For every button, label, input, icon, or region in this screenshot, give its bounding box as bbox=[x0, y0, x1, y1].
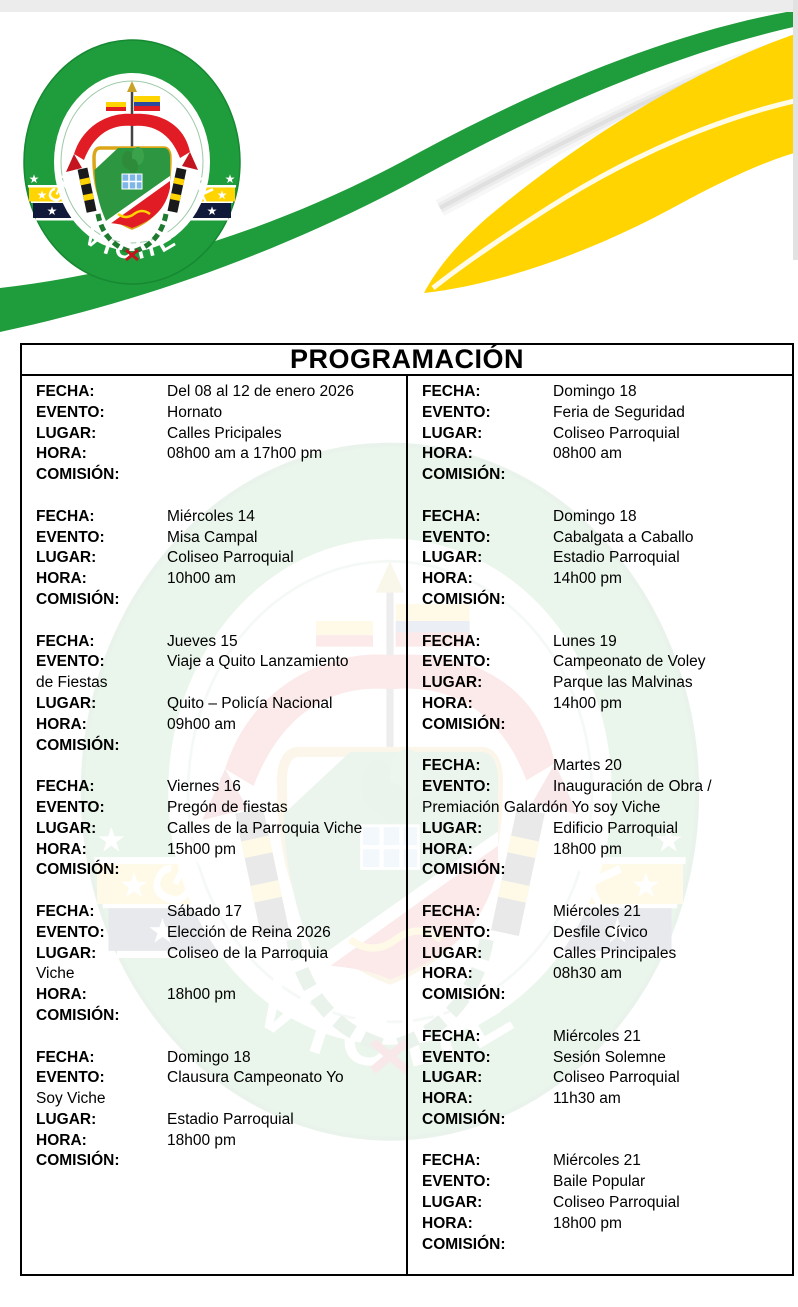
field-line bbox=[36, 944, 400, 965]
field-value: Baile Popular bbox=[553, 1173, 646, 1191]
field-label: EVENTO: bbox=[422, 403, 491, 421]
field-label: LUGAR: bbox=[422, 674, 483, 692]
field-label: COMISIÓN: bbox=[36, 861, 120, 879]
event-entry bbox=[36, 507, 400, 611]
field-line bbox=[422, 777, 786, 798]
field-value: Cabalgata a Caballo bbox=[553, 528, 694, 546]
field-value: Domingo 18 bbox=[553, 507, 637, 525]
field-label: LUGAR: bbox=[422, 549, 483, 567]
field-line bbox=[422, 673, 786, 694]
field-value: Jueves 15 bbox=[167, 632, 238, 650]
event-entry bbox=[36, 632, 400, 757]
gad-viche-logo bbox=[24, 40, 240, 284]
field-label: EVENTO: bbox=[36, 403, 105, 421]
field-line bbox=[36, 444, 400, 465]
field-label: FECHA: bbox=[36, 902, 95, 920]
field-label: HORA: bbox=[36, 445, 87, 463]
field-line bbox=[422, 715, 786, 736]
field-line bbox=[36, 528, 400, 549]
field-line bbox=[422, 632, 786, 653]
schedule-body bbox=[22, 376, 792, 1274]
field-value: Coliseo Parroquial bbox=[553, 1194, 680, 1212]
field-label: HORA: bbox=[422, 445, 473, 463]
field-line bbox=[422, 424, 786, 445]
field-line bbox=[36, 465, 400, 486]
field-value: Domingo 18 bbox=[553, 383, 637, 400]
field-label: COMISIÓN: bbox=[36, 736, 120, 754]
field-label: COMISIÓN: bbox=[422, 986, 506, 1004]
event-entry bbox=[422, 1151, 786, 1255]
field-line bbox=[36, 736, 400, 757]
field-label: FECHA: bbox=[36, 383, 95, 400]
event-entry bbox=[36, 902, 400, 1027]
field-line bbox=[36, 860, 400, 881]
field-line bbox=[422, 1172, 786, 1193]
field-line bbox=[422, 569, 786, 590]
field-label: EVENTO: bbox=[422, 778, 491, 796]
field-line bbox=[36, 507, 400, 528]
field-label: HORA: bbox=[422, 570, 473, 588]
field-line bbox=[36, 1048, 400, 1069]
field-label: LUGAR: bbox=[422, 424, 483, 442]
field-line bbox=[422, 694, 786, 715]
field-line bbox=[422, 1235, 786, 1256]
field-line bbox=[36, 923, 400, 944]
field-value: Miércoles 21 bbox=[553, 902, 641, 920]
field-line bbox=[36, 902, 400, 923]
field-value: Clausura Campeonato Yo bbox=[167, 1069, 344, 1087]
field-value: Pregón de fiestas bbox=[167, 798, 288, 816]
field-line bbox=[422, 964, 786, 985]
field-label: LUGAR: bbox=[36, 549, 97, 567]
field-line bbox=[36, 985, 400, 1006]
field-value: Estadio Parroquial bbox=[167, 1110, 294, 1128]
field-line bbox=[422, 528, 786, 549]
field-label: LUGAR: bbox=[422, 944, 483, 962]
field-line bbox=[36, 694, 400, 715]
field-value: 18h00 pm bbox=[167, 986, 236, 1004]
field-value: Domingo 18 bbox=[167, 1048, 251, 1066]
field-line bbox=[422, 1110, 786, 1131]
field-value: Coliseo Parroquial bbox=[553, 424, 680, 442]
field-line bbox=[36, 632, 400, 653]
field-label: FECHA: bbox=[422, 507, 481, 525]
field-value: Quito – Policía Nacional bbox=[167, 694, 333, 712]
field-line bbox=[422, 840, 786, 861]
field-value: Miércoles 14 bbox=[167, 507, 255, 525]
event-entry bbox=[422, 756, 786, 881]
field-label: FECHA: bbox=[36, 1048, 95, 1066]
field-label: FECHA: bbox=[422, 1152, 481, 1170]
field-line bbox=[422, 860, 786, 881]
field-line bbox=[36, 819, 400, 840]
event-entry bbox=[422, 507, 786, 611]
field-label: EVENTO: bbox=[36, 923, 105, 941]
field-line bbox=[422, 548, 786, 569]
field-label: EVENTO: bbox=[422, 1173, 491, 1191]
field-line bbox=[36, 777, 400, 798]
field-line bbox=[36, 798, 400, 819]
field-label: FECHA: bbox=[36, 632, 95, 650]
field-value: Hornato bbox=[167, 403, 223, 421]
field-value: Coliseo Parroquial bbox=[167, 549, 294, 567]
field-label: HORA: bbox=[36, 570, 87, 588]
field-value: 08h00 am bbox=[553, 445, 622, 463]
page-right-edge bbox=[793, 0, 798, 260]
field-label: COMISIÓN: bbox=[422, 590, 506, 608]
field-label: LUGAR: bbox=[422, 819, 483, 837]
field-value: 11h30 am bbox=[553, 1090, 621, 1108]
field-value: Coliseo Parroquial bbox=[553, 1069, 680, 1087]
field-label: FECHA: bbox=[36, 507, 95, 525]
field-label: EVENTO: bbox=[36, 798, 105, 816]
field-label: LUGAR: bbox=[422, 1069, 483, 1087]
field-label: HORA: bbox=[36, 986, 87, 1004]
schedule-column bbox=[408, 376, 792, 1274]
field-line bbox=[36, 590, 400, 611]
field-value: Campeonato de Voley bbox=[553, 653, 706, 671]
field-label: COMISIÓN: bbox=[422, 466, 506, 484]
field-value: Parque las Malvinas bbox=[553, 674, 693, 692]
field-label: LUGAR: bbox=[36, 694, 97, 712]
field-label: LUGAR: bbox=[36, 1110, 97, 1128]
field-label: COMISIÓN: bbox=[422, 1235, 506, 1253]
page-top-edge bbox=[0, 0, 798, 12]
field-continuation: Viche bbox=[36, 965, 75, 983]
field-value: Calles Principales bbox=[553, 944, 677, 962]
field-label: FECHA: bbox=[36, 778, 95, 796]
field-line bbox=[36, 1110, 400, 1131]
field-line bbox=[422, 902, 786, 923]
field-line bbox=[36, 382, 400, 403]
field-line bbox=[422, 985, 786, 1006]
field-label: COMISIÓN: bbox=[422, 715, 506, 733]
field-label: COMISIÓN: bbox=[36, 466, 120, 484]
field-line bbox=[422, 1068, 786, 1089]
field-label: FECHA: bbox=[422, 902, 481, 920]
field-line bbox=[36, 1006, 400, 1027]
header-art bbox=[0, 12, 798, 347]
field-label: EVENTO: bbox=[36, 528, 105, 546]
field-label: EVENTO: bbox=[422, 923, 491, 941]
schedule-column bbox=[22, 376, 408, 1274]
field-label: LUGAR: bbox=[36, 944, 97, 962]
field-line bbox=[422, 923, 786, 944]
field-line bbox=[422, 1027, 786, 1048]
field-line bbox=[422, 1151, 786, 1172]
event-entry bbox=[422, 632, 786, 736]
field-label: COMISIÓN: bbox=[422, 861, 506, 879]
field-value: 14h00 pm bbox=[553, 694, 622, 712]
field-label: HORA: bbox=[36, 715, 87, 733]
field-value: 18h00 pm bbox=[553, 1214, 622, 1232]
field-value: Sesión Solemne bbox=[553, 1048, 666, 1066]
field-line bbox=[422, 444, 786, 465]
schedule-table bbox=[20, 343, 794, 1276]
field-line bbox=[36, 403, 400, 424]
field-value: Desfile Cívico bbox=[553, 923, 648, 941]
field-continuation: de Fiestas bbox=[36, 674, 108, 692]
field-label: HORA: bbox=[422, 694, 473, 712]
field-value: Coliseo de la Parroquia bbox=[167, 944, 329, 962]
field-value: 14h00 pm bbox=[553, 570, 622, 588]
field-line bbox=[422, 652, 786, 673]
field-value: Miércoles 21 bbox=[553, 1027, 641, 1045]
field-line bbox=[422, 465, 786, 486]
field-value: Martes 20 bbox=[553, 757, 622, 775]
event-entry bbox=[36, 382, 400, 486]
field-label: HORA: bbox=[422, 965, 473, 983]
field-line bbox=[422, 1214, 786, 1235]
event-entry bbox=[422, 902, 786, 1006]
field-value: Viernes 16 bbox=[167, 778, 241, 796]
field-label: EVENTO: bbox=[36, 653, 105, 671]
field-line bbox=[422, 1048, 786, 1069]
event-entry bbox=[422, 382, 786, 486]
field-value: Lunes 19 bbox=[553, 632, 617, 650]
field-label: HORA: bbox=[422, 1214, 473, 1232]
field-label: COMISIÓN: bbox=[36, 1006, 120, 1024]
field-line bbox=[422, 382, 786, 403]
field-label: HORA: bbox=[36, 1131, 87, 1149]
field-value: Sábado 17 bbox=[167, 902, 242, 920]
field-value: Edificio Parroquial bbox=[553, 819, 678, 837]
field-label: FECHA: bbox=[422, 383, 481, 400]
field-line bbox=[422, 590, 786, 611]
field-value: Misa Campal bbox=[167, 528, 258, 546]
field-value: Calles de la Parroquia Viche bbox=[167, 819, 363, 837]
field-value: 08h30 am bbox=[553, 965, 622, 983]
field-line bbox=[36, 569, 400, 590]
field-value: Estadio Parroquial bbox=[553, 549, 680, 567]
field-value: Elección de Reina 2026 bbox=[167, 923, 331, 941]
event-entry bbox=[36, 777, 400, 881]
field-value: 18h00 pm bbox=[167, 1131, 236, 1149]
field-label: LUGAR: bbox=[36, 424, 97, 442]
field-line bbox=[422, 507, 786, 528]
field-value: Miércoles 21 bbox=[553, 1152, 641, 1170]
field-line bbox=[36, 715, 400, 736]
field-value: 15h00 pm bbox=[167, 840, 236, 858]
field-line bbox=[36, 1131, 400, 1152]
event-entry bbox=[422, 1027, 786, 1131]
field-line bbox=[36, 1068, 400, 1089]
field-line bbox=[422, 403, 786, 424]
field-label: LUGAR: bbox=[422, 1194, 483, 1212]
field-label: COMISIÓN: bbox=[422, 1110, 506, 1128]
field-line bbox=[36, 424, 400, 445]
field-label: HORA: bbox=[422, 1090, 473, 1108]
field-value: Del 08 al 12 de enero 2026 bbox=[167, 383, 355, 400]
schedule-title: PROGRAMACIÓN bbox=[22, 345, 792, 376]
field-line bbox=[422, 1089, 786, 1110]
field-label: LUGAR: bbox=[36, 819, 97, 837]
field-line bbox=[36, 1151, 400, 1172]
field-value: Calles Pricipales bbox=[167, 424, 282, 442]
field-label: EVENTO: bbox=[422, 528, 491, 546]
field-line bbox=[36, 840, 400, 861]
field-line bbox=[422, 1193, 786, 1214]
field-label: EVENTO: bbox=[422, 1048, 491, 1066]
field-label: FECHA: bbox=[422, 1027, 481, 1045]
field-value: 08h00 am a 17h00 pm bbox=[167, 445, 323, 463]
field-value: 10h00 am bbox=[167, 570, 236, 588]
field-line bbox=[422, 944, 786, 965]
field-value: 09h00 am bbox=[167, 715, 236, 733]
field-label: FECHA: bbox=[422, 757, 481, 775]
field-line bbox=[36, 652, 400, 673]
field-label: COMISIÓN: bbox=[36, 590, 120, 608]
field-line bbox=[422, 819, 786, 840]
field-line bbox=[422, 756, 786, 777]
field-label: HORA: bbox=[422, 840, 473, 858]
event-entry bbox=[36, 1048, 400, 1173]
field-value: 18h00 pm bbox=[553, 840, 622, 858]
field-label: HORA: bbox=[36, 840, 87, 858]
field-label: EVENTO: bbox=[422, 653, 491, 671]
field-value: Viaje a Quito Lanzamiento bbox=[167, 653, 349, 671]
field-value: Inauguración de Obra / bbox=[553, 778, 712, 796]
field-value: Feria de Seguridad bbox=[553, 403, 685, 421]
field-label: EVENTO: bbox=[36, 1069, 105, 1087]
field-label: FECHA: bbox=[422, 632, 481, 650]
field-continuation: Premiación Galardón Yo soy Viche bbox=[422, 798, 661, 816]
field-continuation: Soy Viche bbox=[36, 1090, 106, 1108]
field-line bbox=[36, 548, 400, 569]
field-label: COMISIÓN: bbox=[36, 1152, 120, 1170]
